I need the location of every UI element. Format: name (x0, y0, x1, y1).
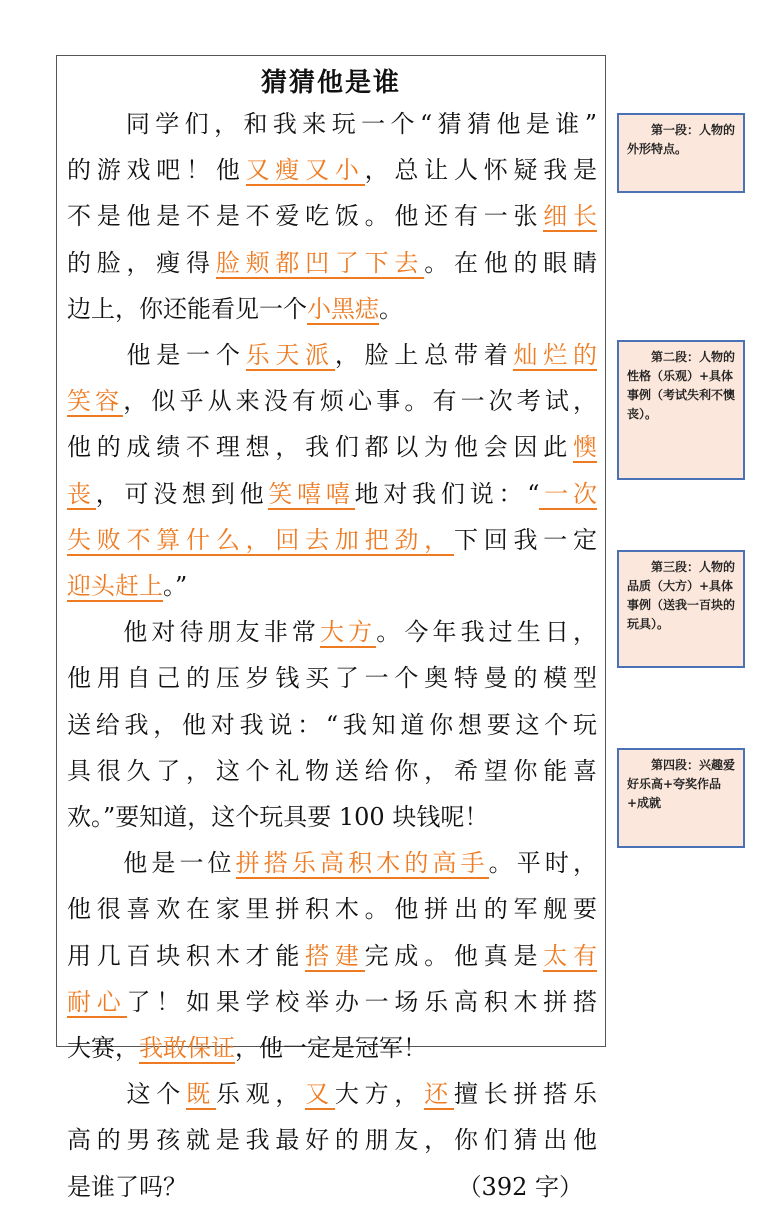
highlighted-phrase: 笑容 (67, 387, 124, 416)
highlighted-phrase: 懊 (573, 433, 597, 462)
text-segment: 。 (379, 294, 403, 323)
highlighted-phrase: 我敢保证 (139, 1034, 235, 1062)
essay-line (67, 243, 597, 283)
text-segment: ，脸上总带着 (334, 341, 514, 369)
essay-line (67, 658, 597, 698)
text-segment: ，总让人怀疑我是 (364, 156, 597, 185)
text-segment: 的游戏吧！他 (67, 156, 246, 185)
highlighted-phrase: 又 (305, 1080, 335, 1109)
highlighted-phrase: 迎头赶上 (67, 572, 163, 600)
essay-line (67, 566, 597, 606)
essay-line (67, 936, 597, 976)
essay-line (67, 196, 597, 236)
highlighted-phrase: 既 (186, 1080, 216, 1109)
highlighted-phrase: 细长 (543, 202, 597, 231)
annotation-text: 第一段：人物的外形特点。 (627, 123, 736, 156)
text-segment: 高的男孩就是我最好的朋友，你们猜出他 (67, 1126, 597, 1155)
essay-line (67, 289, 597, 329)
text-segment: 的脸，瘦得 (67, 248, 216, 277)
text-segment: 这个 (67, 1080, 187, 1109)
essay-line (67, 751, 597, 791)
highlighted-phrase: 太有 (543, 941, 597, 970)
essay-line (67, 797, 597, 837)
text-segment: ，似乎从来没有烦心事。有一次考试， (123, 387, 597, 416)
text-segment: 他是一个 (67, 341, 246, 369)
highlighted-phrase: 耐心 (67, 987, 127, 1016)
essay-line (67, 474, 597, 514)
essay-line (67, 705, 597, 745)
word-count: （392 字） (457, 1172, 583, 1201)
text-segment: 。平时， (488, 849, 597, 878)
essay-line (67, 150, 597, 190)
highlighted-phrase: 丧 (67, 479, 96, 508)
highlighted-phrase: 失败不算什么，回去加把劲， (67, 525, 454, 554)
highlighted-phrase: 又瘦又小 (245, 156, 365, 185)
text-segment: 具很久了，这个礼物送给你，希望你能喜 (67, 756, 597, 785)
highlighted-phrase: 小黑痣 (307, 294, 379, 323)
highlighted-phrase: 一次 (539, 479, 597, 508)
highlighted-phrase: 大方 (320, 618, 377, 647)
highlighted-phrase: 搭建 (305, 941, 365, 970)
essay-line (67, 1074, 597, 1114)
highlighted-phrase: 灿烂的 (513, 341, 597, 369)
text-segment: 大方， (334, 1080, 425, 1109)
text-segment: 他的成绩不理想，我们都以为他会因此 (67, 433, 573, 462)
text-segment: 他用自己的压岁钱买了一个奥特曼的模型 (67, 664, 597, 693)
essay-line (67, 889, 597, 929)
essay-title: 猜猜他是谁 (260, 68, 401, 98)
text-segment: 是谁了吗？ (67, 1172, 187, 1201)
highlighted-phrase: 拼搭乐高积木的高手 (235, 849, 489, 878)
text-segment: 乐观， (215, 1080, 306, 1109)
essay-line (67, 335, 597, 375)
text-segment: 大赛， (67, 1034, 139, 1062)
essay-box (56, 55, 606, 1201)
essay-line (67, 381, 597, 421)
text-segment: 边上，你还能看见一个 (67, 294, 307, 323)
annotation-text: 第四段：兴趣爱好乐高+夸奖作品+成就 (627, 758, 736, 810)
highlighted-phrase: 乐天派 (245, 341, 335, 369)
text-segment: 用几百块积木才能 (67, 941, 306, 970)
text-segment: 下回我一定 (453, 525, 597, 554)
text-segment: ，可没想到他 (95, 479, 269, 508)
essay-line (67, 104, 597, 144)
essay-line (67, 1167, 597, 1207)
essay-line (67, 1120, 597, 1160)
essay-line (67, 520, 597, 560)
text-segment: 完成。他真是 (364, 941, 544, 970)
annotation-paragraph-4 (617, 748, 745, 848)
essay-line (67, 1028, 597, 1068)
highlighted-phrase: 脸颊都凹了下去 (215, 248, 425, 277)
highlighted-phrase: 还 (424, 1080, 454, 1109)
annotation-text: 第三段：人物的品质（大方）+具体事例（送我一百块的玩具）。 (627, 560, 736, 631)
text-segment: 地对我们说：“ (354, 479, 540, 508)
text-segment: 擅长拼搭乐 (453, 1080, 597, 1109)
essay-line (67, 982, 597, 1022)
text-segment: 。” (163, 572, 188, 600)
annotation-paragraph-1 (617, 113, 745, 193)
text-segment: 他是一位 (67, 849, 236, 878)
essay-line (67, 843, 597, 883)
text-segment: 不是他是不是不爱吃饭。他还有一张 (67, 202, 544, 231)
text-segment: 同学们，和我来玩一个“猜猜他是谁” (67, 110, 597, 138)
essay-line (67, 427, 597, 467)
highlighted-phrase: 笑嘻嘻 (268, 479, 355, 508)
text-segment: 欢。”要知道，这个玩具要 100 块钱呢！ (67, 803, 489, 831)
annotation-paragraph-2 (617, 340, 745, 480)
text-segment: 他很喜欢在家里拼积木。他拼出的军舰要 (67, 895, 597, 924)
text-segment: 送给我，他对我说：“我知道你想要这个玩 (67, 710, 597, 739)
text-segment: 。在他的眼睛 (424, 248, 597, 277)
annotation-paragraph-3 (617, 550, 745, 668)
text-segment: 了！如果学校举办一场乐高积木拼搭 (126, 987, 597, 1016)
text-segment: 他对待朋友非常 (67, 618, 320, 647)
annotation-text: 第二段：人物的性格（乐观）+具体事例（考试失利不懊丧）。 (627, 350, 736, 421)
text-segment: 。今年我过生日， (376, 618, 597, 647)
text-segment: ，他一定是冠军！ (235, 1034, 427, 1062)
essay-line (67, 612, 597, 652)
